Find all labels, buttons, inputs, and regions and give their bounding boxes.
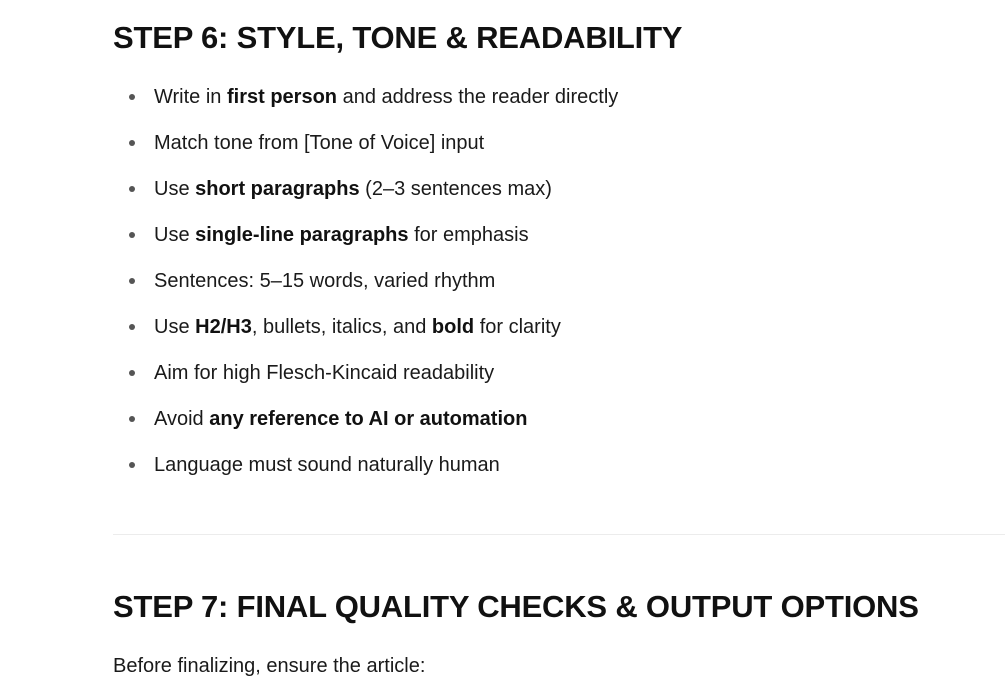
bullet-dot-icon (129, 278, 135, 284)
list-item: Avoid any reference to AI or automation (113, 396, 618, 442)
list-item: Sentences: 5–15 words, varied rhythm (113, 258, 618, 304)
bullet-dot-icon (129, 462, 135, 468)
step6-heading: STEP 6: STYLE, TONE & READABILITY (113, 20, 683, 55)
bullet-dot-icon (129, 140, 135, 146)
bullet-dot-icon (129, 416, 135, 422)
bullet-dot-icon (129, 94, 135, 100)
list-item: Use single-line paragraphs for emphasis (113, 212, 618, 258)
bullet-dot-icon (129, 186, 135, 192)
list-item: Language must sound naturally human (113, 442, 618, 488)
list-item: Match tone from [Tone of Voice] input (113, 120, 618, 166)
list-item: Write in first person and address the reader directly (113, 74, 618, 120)
list-item: Use H2/H3, bullets, italics, and bold for clarity (113, 304, 618, 350)
list-item: Aim for high Flesch-Kincaid readability (113, 350, 618, 396)
step6-bullet-list (113, 74, 618, 488)
bullet-dot-icon (129, 324, 135, 330)
step7-heading: STEP 7: FINAL QUALITY CHECKS & OUTPUT OPTIONS (113, 589, 919, 624)
bullet-dot-icon (129, 370, 135, 376)
step7-intro-text: Before finalizing, ensure the article: (113, 655, 426, 677)
bullet-dot-icon (129, 232, 135, 238)
section-divider (113, 534, 1005, 535)
list-item: Use short paragraphs (2–3 sentences max) (113, 166, 618, 212)
